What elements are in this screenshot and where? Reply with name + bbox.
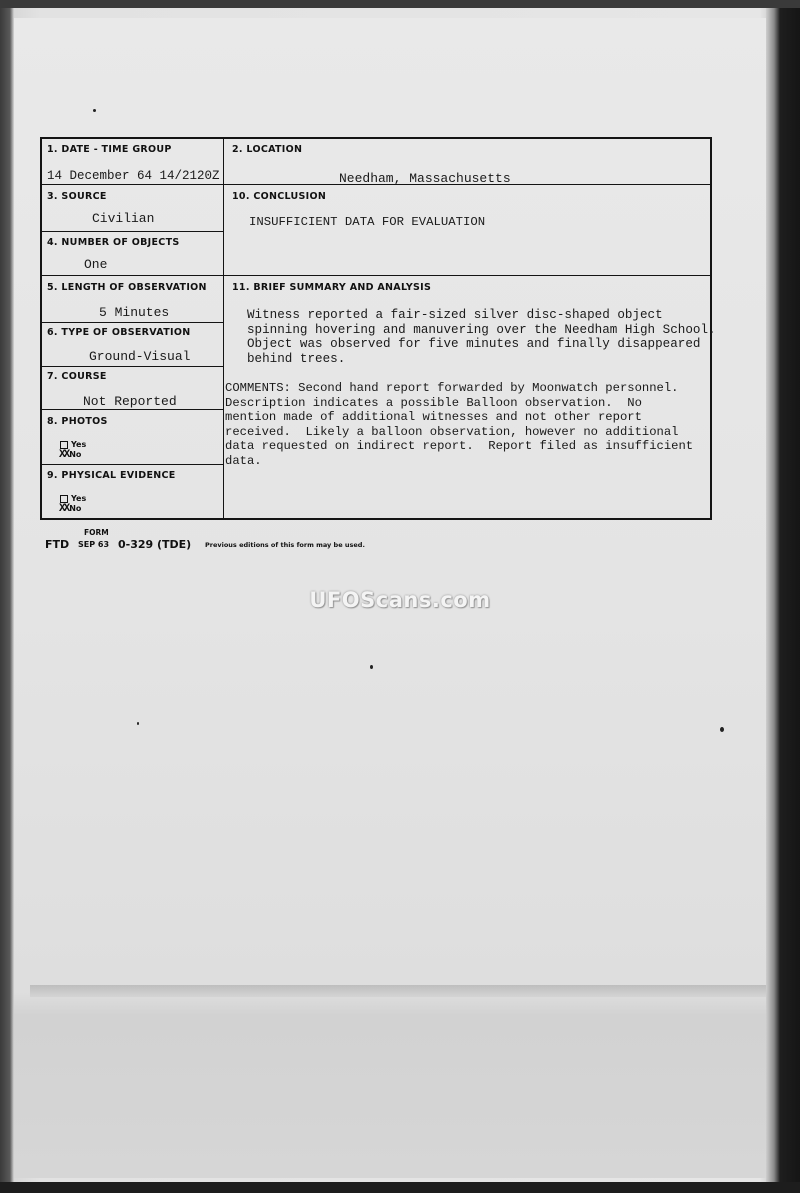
number-of-objects-value: One — [84, 257, 108, 272]
source-label: 3. SOURCE — [47, 191, 107, 202]
brief-summary-label: 11. BRIEF SUMMARY AND ANALYSIS — [232, 282, 432, 293]
scan-bottom-edge — [0, 1182, 800, 1193]
ink-speck — [720, 727, 724, 732]
comments-line: Description indicates a possible Balloon observation. No — [225, 395, 642, 410]
summary-line: Witness reported a fair-sized silver disc-shaped object — [247, 308, 663, 322]
row-divider — [42, 231, 224, 232]
ink-speck — [93, 109, 96, 112]
length-of-observation-label: 5. LENGTH OF OBSERVATION — [47, 282, 207, 293]
row-divider — [42, 322, 224, 323]
form-word: FORM — [84, 528, 109, 537]
date-time-label: 1. DATE - TIME GROUP — [47, 144, 172, 155]
checkbox-checked-icon: XX — [59, 449, 69, 461]
checkbox-empty-icon — [60, 441, 68, 449]
comments-line: data. — [225, 453, 262, 468]
type-of-observation-label: 6. TYPE OF OBSERVATION — [47, 327, 191, 338]
scan-top-edge — [0, 0, 800, 8]
date-time-value: 14 December 64 14/2120Z — [47, 169, 220, 183]
page-fold-shadow — [30, 985, 770, 997]
physical-evidence-yes-option: Yes — [60, 494, 86, 503]
conclusion-label: 10. CONCLUSION — [232, 191, 327, 202]
comments-text — [225, 381, 693, 469]
summary-line: Object was observed for five minutes and finally disappeared — [247, 337, 701, 352]
summary-line: behind trees. — [247, 351, 346, 366]
physical-evidence-no-option: XXNo — [59, 503, 82, 515]
photos-label: 8. PHOTOS — [47, 416, 108, 427]
location-label: 2. LOCATION — [232, 144, 303, 155]
row-divider — [42, 409, 224, 410]
form-number: 0-329 (TDE) — [118, 538, 192, 551]
course-label: 7. COURSE — [47, 371, 107, 382]
row-divider — [42, 366, 224, 367]
ink-speck — [137, 722, 139, 725]
form-prefix: FTD — [45, 538, 70, 551]
comments-line: mention made of additional witnesses and not other report — [225, 410, 642, 425]
summary-text — [247, 308, 716, 366]
length-of-observation-value: 5 Minutes — [99, 305, 170, 320]
row-divider — [42, 275, 712, 276]
checkbox-empty-icon — [60, 495, 68, 503]
source-value: Civilian — [92, 211, 155, 226]
photos-no-option: XXNo — [59, 449, 82, 461]
checkbox-checked-icon: XX — [59, 503, 69, 515]
comments-line: received. Likely a balloon observation, however no additional — [225, 424, 679, 439]
ink-speck — [370, 665, 373, 669]
location-value: Needham, Massachusetts — [339, 171, 511, 186]
conclusion-value: INSUFFICIENT DATA FOR EVALUATION — [249, 215, 486, 229]
comments-line: COMMENTS: Second hand report forwarded by Moonwatch personnel. — [225, 381, 679, 395]
column-divider — [223, 139, 224, 518]
project-card-form — [40, 137, 716, 520]
photos-yes-option: Yes — [60, 440, 86, 449]
course-value: Not Reported — [83, 394, 177, 409]
row-divider — [42, 464, 224, 465]
summary-line: spinning hovering and manuvering over the Needham High School. — [247, 322, 716, 337]
physical-evidence-label: 9. PHYSICAL EVIDENCE — [47, 470, 176, 481]
form-edition-note: Previous editions of this form may be used. — [205, 541, 365, 549]
number-of-objects-label: 4. NUMBER OF OBJECTS — [47, 237, 180, 248]
form-date: SEP 63 — [78, 540, 110, 549]
watermark: UFOScans.com — [309, 588, 491, 612]
comments-line: data requested on indirect report. Report filed as insufficient — [225, 439, 694, 454]
type-of-observation-value: Ground-Visual — [89, 349, 191, 364]
